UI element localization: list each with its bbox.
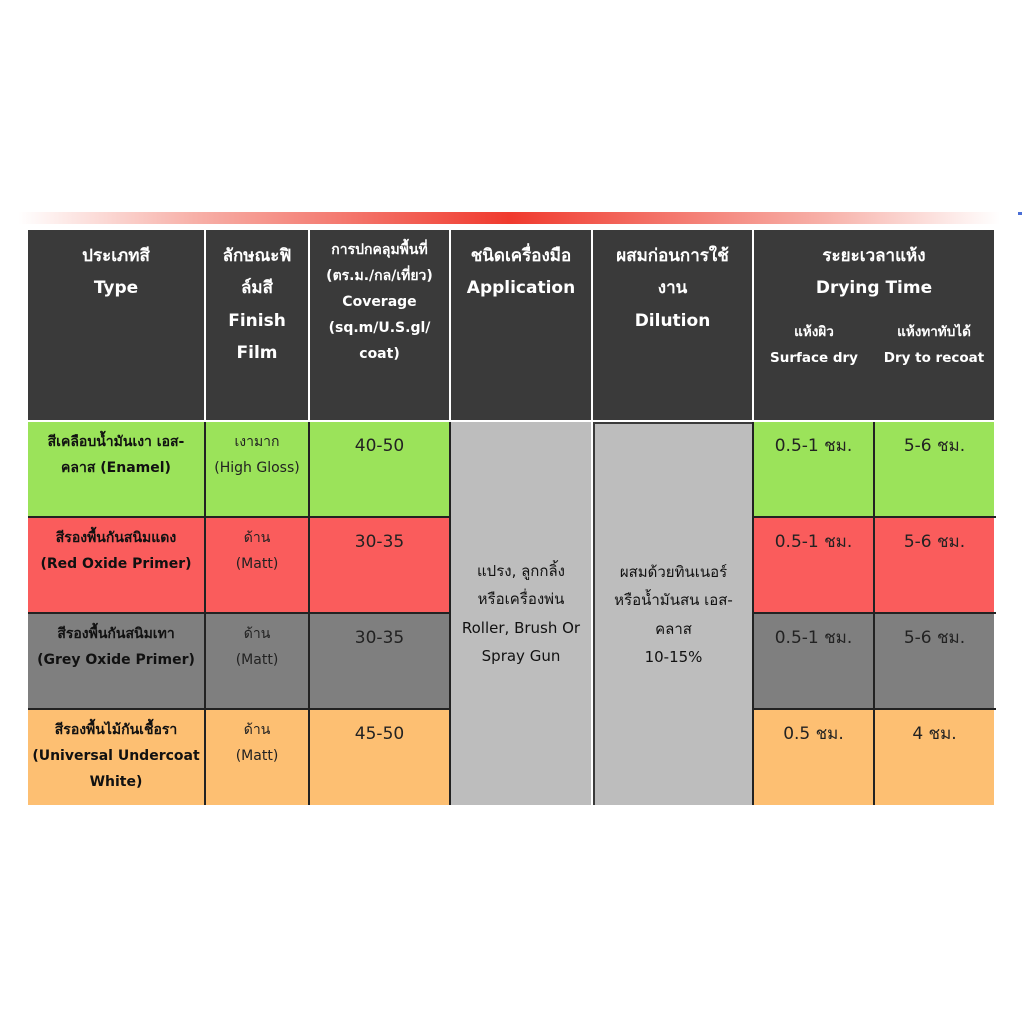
row-divider	[28, 516, 449, 518]
row-red-oxide-type	[28, 518, 204, 612]
col-divider	[873, 422, 875, 805]
row-universal-type	[28, 710, 204, 805]
header-finish-film	[206, 230, 308, 420]
row-film-line-1: เงามาก	[234, 434, 280, 450]
header-film-th-2: ล์มสี	[241, 278, 273, 299]
header-film-th-1: ลักษณะฟิ	[222, 246, 292, 266]
dilution-line-1: ผสมด้วยทินเนอร์	[619, 562, 728, 581]
header-coverage-en-2: (sq.m/U.S.gl/	[328, 319, 431, 336]
accent-gradient-bar	[18, 212, 1000, 224]
header-application	[451, 230, 591, 420]
header-drying-en: Drying Time	[815, 278, 933, 299]
dilution-line-3: คลาส	[655, 619, 692, 638]
row-enamel-recoat: 5-6 ชม.	[875, 422, 994, 516]
row-universal-recoat: 4 ชม.	[875, 710, 994, 805]
row-enamel-surface-dry: 0.5-1 ชม.	[754, 422, 873, 516]
header-coverage-th-1: การปกคลุมพื้นที่	[331, 242, 428, 258]
header-coverage	[310, 230, 449, 420]
row-film-line-2: (Matt)	[235, 555, 279, 572]
header-dilution-th-2: งาน	[657, 278, 688, 299]
row-red-oxide-film	[206, 518, 308, 612]
row-divider	[754, 612, 996, 614]
row-enamel-coverage: 40-50	[310, 422, 449, 516]
row-divider	[28, 708, 449, 710]
header-coverage-en-3: coat)	[359, 345, 400, 362]
row-film-line-2: (Matt)	[235, 747, 279, 764]
row-enamel-type	[28, 422, 204, 516]
header-application-en: Application	[466, 278, 576, 299]
header-dilution	[593, 230, 752, 420]
row-type-line-2: (Grey Oxide Primer)	[37, 651, 195, 668]
header-coverage-en-1: Coverage	[342, 293, 417, 310]
row-grey-oxide-surface-dry: 0.5-1 ชม.	[754, 614, 873, 708]
row-type-line-1: สีรองพื้นกันสนิมแดง	[55, 530, 177, 546]
row-universal-surface-dry: 0.5 ชม.	[754, 710, 873, 805]
row-universal-film	[206, 710, 308, 805]
header-type-th: ประเภทสี	[82, 246, 150, 266]
dilution-merged-cell	[593, 422, 752, 805]
header-coverage-th-2: (ตร.ม./กล/เที่ยว)	[326, 267, 433, 284]
header-application-th: ชนิดเครื่องมือ	[470, 246, 572, 266]
row-universal-coverage: 45-50	[310, 710, 449, 805]
row-type-line-2: (Red Oxide Primer)	[40, 555, 192, 572]
row-film-line-2: (High Gloss)	[214, 459, 300, 476]
row-red-oxide-coverage: 30-35	[310, 518, 449, 612]
header-recoat-en: Dry to recoat	[883, 349, 985, 366]
row-divider	[754, 516, 996, 518]
header-film-en-1: Finish	[228, 310, 286, 331]
row-divider	[28, 612, 449, 614]
row-type-line-2: (Universal Undercoat	[32, 747, 200, 764]
col-divider	[449, 422, 451, 805]
header-recoat-th: แห้งทาทับได้	[897, 323, 971, 340]
header-surface-dry-en: Surface dry	[770, 349, 858, 366]
row-red-oxide-surface-dry: 0.5-1 ชม.	[754, 518, 873, 612]
col-divider	[752, 422, 754, 805]
header-film-en-2: Film	[236, 342, 278, 363]
row-film-line-1: ด้าน	[243, 626, 271, 642]
row-grey-oxide-film	[206, 614, 308, 708]
dilution-line-2: หรือน้ำมันสน เอส-	[614, 591, 733, 609]
application-line-3: Roller, Brush Or	[461, 618, 581, 637]
header-dilution-en: Dilution	[634, 310, 711, 331]
header-drying-time	[754, 230, 994, 420]
row-grey-oxide-type	[28, 614, 204, 708]
header-dilution-th-1: ผสมก่อนการใช้	[616, 246, 729, 266]
application-line-1: แปรง, ลูกกลิ้ง	[477, 561, 565, 580]
row-grey-oxide-recoat: 5-6 ชม.	[875, 614, 994, 708]
row-red-oxide-recoat: 5-6 ชม.	[875, 518, 994, 612]
row-enamel-film	[206, 422, 308, 516]
row-film-line-2: (Matt)	[235, 651, 279, 668]
row-type-line-1: สีรองพื้นกันสนิมเทา	[57, 626, 175, 642]
application-line-2: หรือเครื่องพ่น	[477, 590, 565, 608]
header-type	[28, 230, 204, 420]
row-film-line-1: ด้าน	[243, 530, 271, 546]
row-divider	[754, 708, 996, 710]
application-merged-cell	[451, 422, 591, 805]
header-type-en: Type	[93, 278, 139, 299]
row-type-line-1: สีรองพื้นไม้กันเชื้อรา	[54, 722, 178, 738]
row-type-line-2: คลาส (Enamel)	[61, 459, 171, 476]
row-grey-oxide-coverage: 30-35	[310, 614, 449, 708]
dilution-line-4: 10-15%	[644, 648, 703, 666]
row-type-line-1: สีเคลือบน้ำมันเงา เอส-	[47, 434, 185, 450]
row-film-line-1: ด้าน	[243, 722, 271, 738]
header-surface-dry-th: แห้งผิว	[794, 323, 834, 340]
application-line-4: Spray Gun	[481, 647, 561, 665]
header-drying-th: ระยะเวลาแห้ง	[822, 246, 926, 266]
col-divider	[204, 422, 206, 805]
col-divider	[308, 422, 310, 805]
blue-mark	[1018, 212, 1022, 215]
row-type-line-3: White)	[89, 773, 143, 790]
